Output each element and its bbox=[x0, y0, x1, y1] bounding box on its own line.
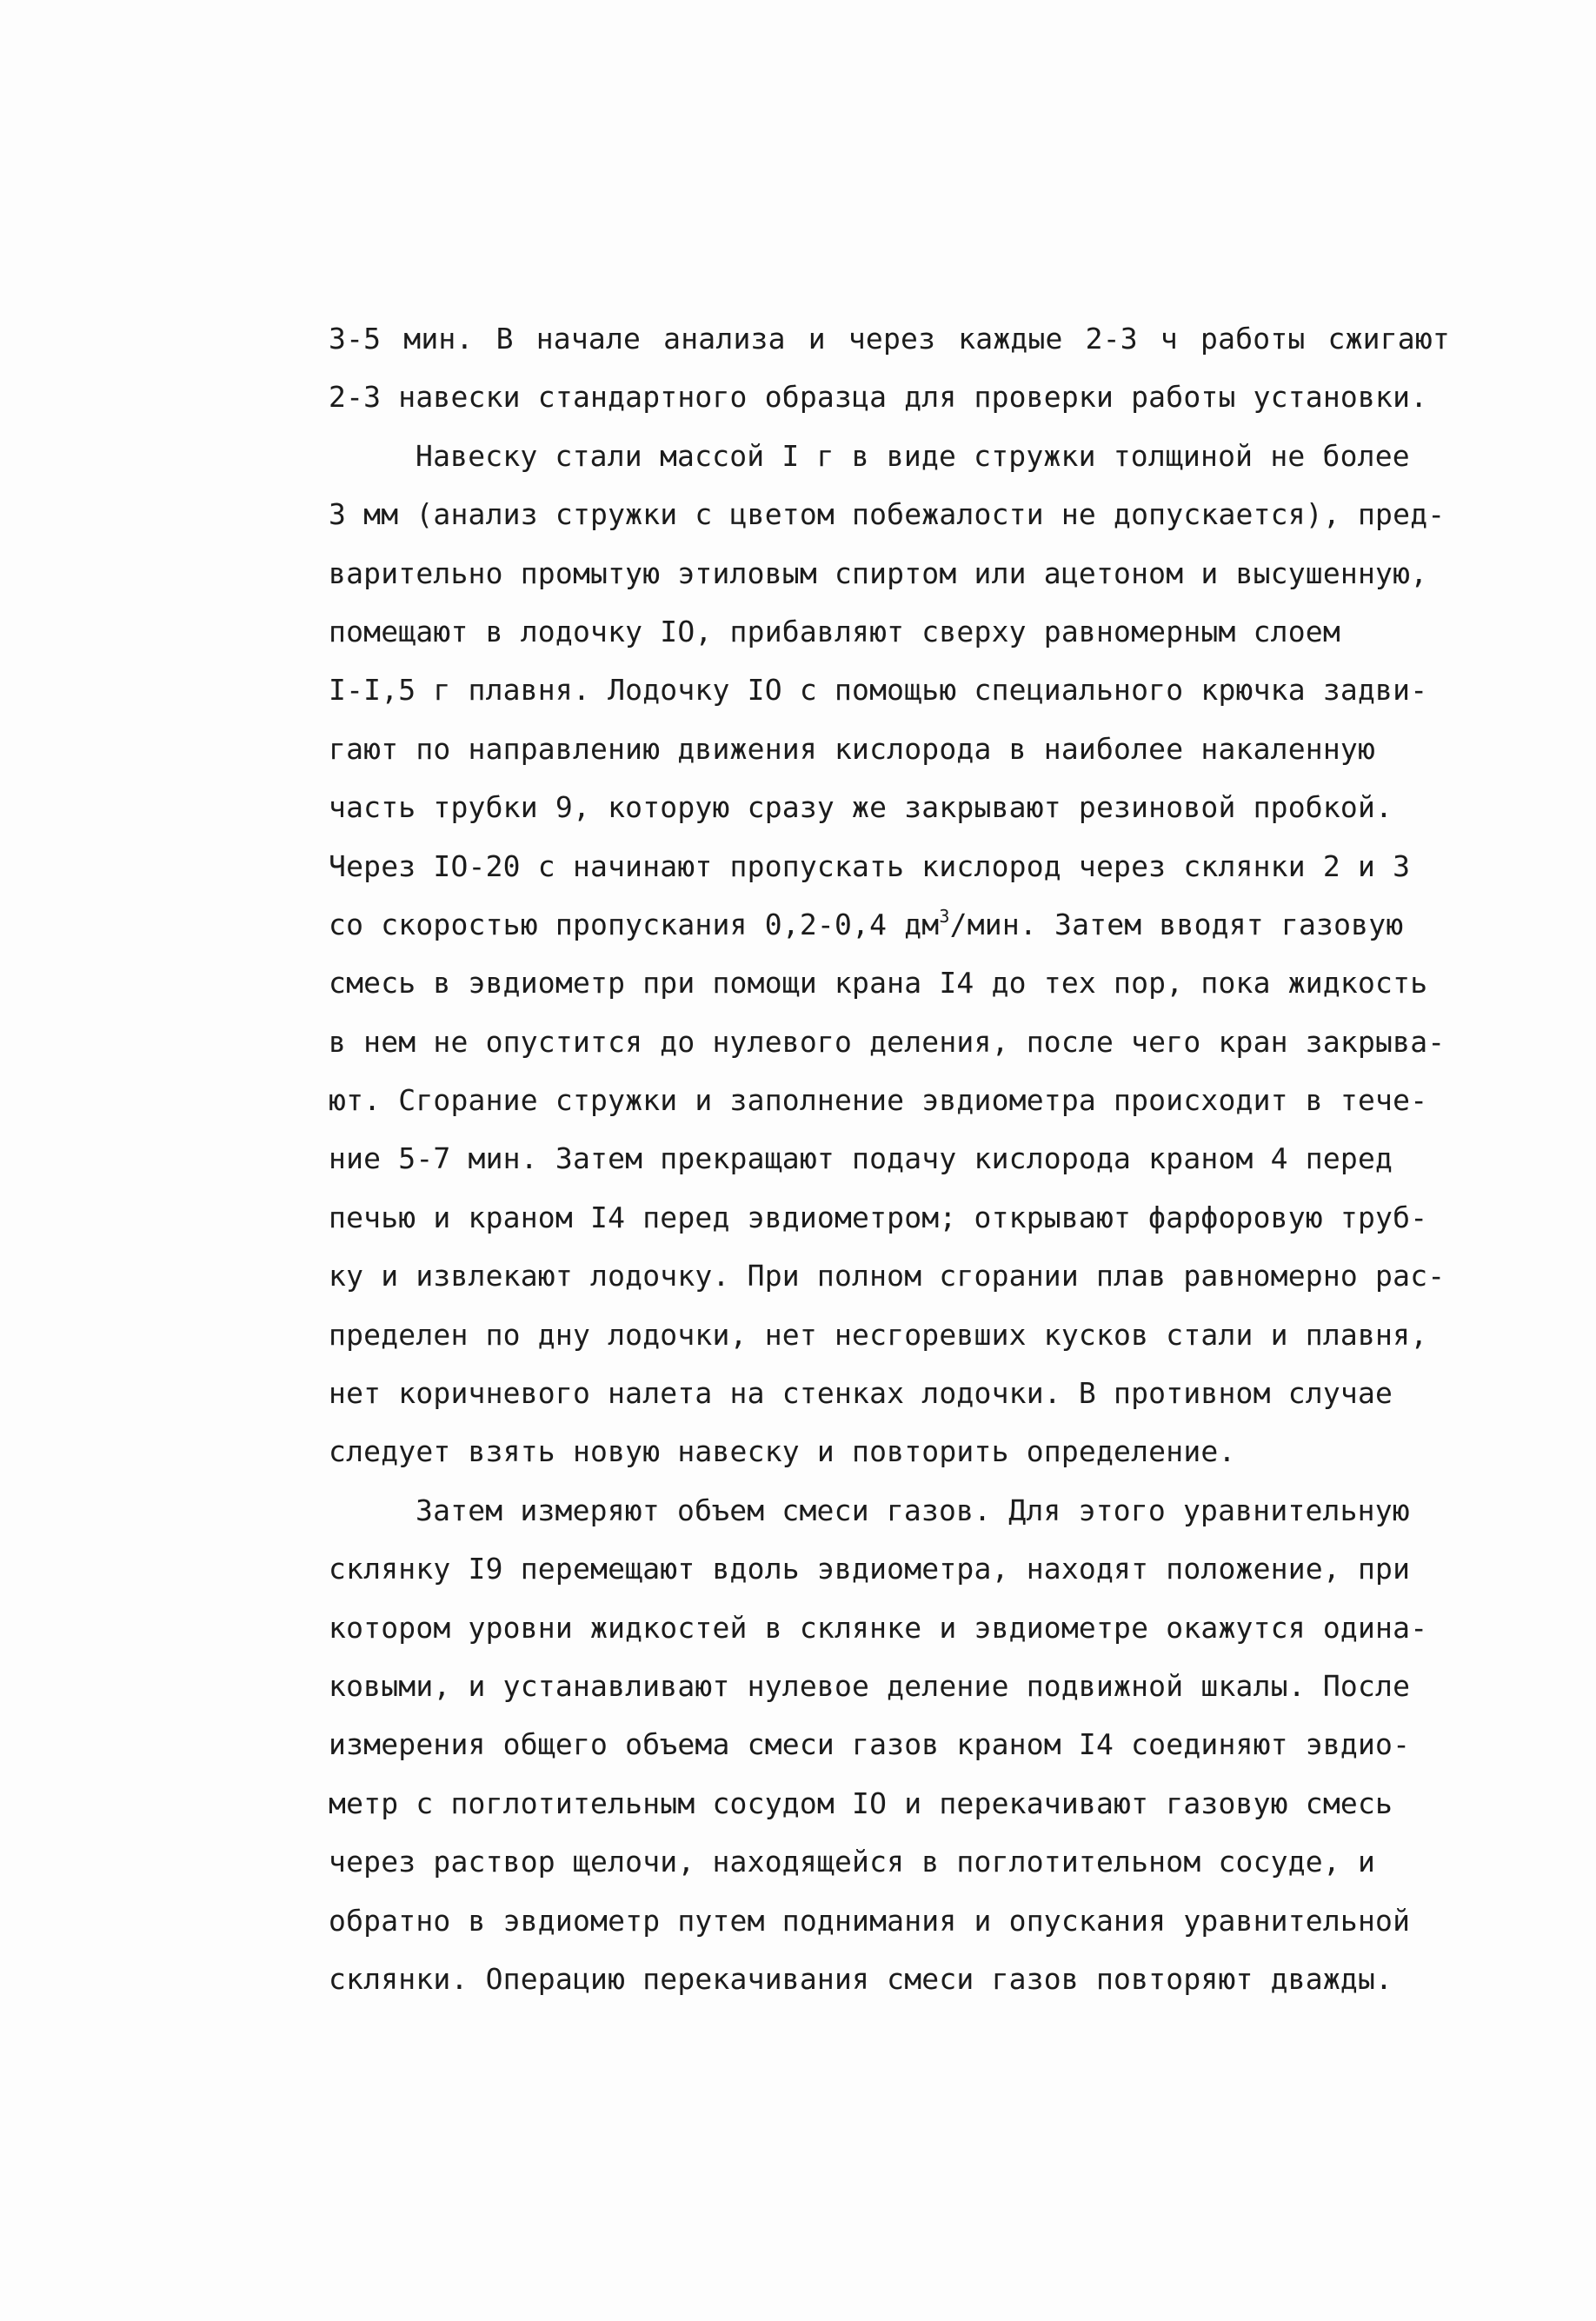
text-line: через раствор щелочи, находящейся в поглотительном сосуде, и bbox=[329, 1845, 1376, 1879]
text-line: склянку I9 перемещают вдоль эвдиометра, находят положение, при bbox=[329, 1552, 1411, 1586]
text-line: ковыми, и устанавливают нулевое деление подвижной шкалы. После bbox=[329, 1668, 1411, 1703]
text-line: пределен по дну лодочки, нет несгоревших кусков стали и плавня, bbox=[329, 1317, 1428, 1352]
text-segment: /мин. Затем вводят газовую bbox=[949, 907, 1404, 941]
text-line: метр с поглотительным сосудом IO и перекачивают газовую смесь bbox=[329, 1786, 1393, 1820]
text-line: ют. Сгорание стружки и заполнение эвдиометра происходит в тече- bbox=[329, 1083, 1428, 1118]
text-line: в нем не опустится до нулевого деления, после чего кран закрыва- bbox=[329, 1024, 1446, 1059]
text-line: нет коричневого налета на стенках лодочки. В противном случае bbox=[329, 1376, 1393, 1411]
text-line: склянки. Операцию перекачивания смеси газов повторяют дважды. bbox=[329, 1961, 1393, 1996]
text-segment: со скоростью пропускания 0,2-0,4 дм bbox=[329, 907, 940, 941]
text-line: помещают в лодочку IO, прибавляют сверху равномерным слоем bbox=[329, 614, 1340, 648]
text-line-with-unit bbox=[329, 895, 1450, 954]
text-line: I-I,5 г плавня. Лодочку IO с помощью специального крючка задви- bbox=[329, 673, 1428, 708]
text-line: измерения общего объема смеси газов краном I4 соединяют эвдио- bbox=[329, 1727, 1411, 1762]
text-line: Через IO-20 с начинают пропускать кислород через склянки 2 и 3 bbox=[329, 848, 1411, 883]
typed-text-body bbox=[329, 309, 1450, 2008]
text-line: 3 мм (анализ стружки с цветом побежалости не допускается), пред- bbox=[329, 497, 1446, 532]
text-line: Затем измеряют объем смеси газов. Для этого уравнительную bbox=[416, 1493, 1410, 1527]
text-line: ку и извлекают лодочку. При полном сгорании плав равномерно рас- bbox=[329, 1259, 1446, 1294]
text-line: ние 5-7 мин. Затем прекращают подачу кислорода краном 4 перед bbox=[329, 1141, 1393, 1176]
text-line: З-5 мин. В начале анализа и через каждые 2-3 ч работы сжигают bbox=[329, 322, 1450, 356]
text-line: обратно в эвдиометр путем поднимания и опускания уравнительной bbox=[329, 1903, 1411, 1938]
text-line: гают по направлению движения кислорода в наиболее накаленную bbox=[329, 731, 1376, 766]
text-line: Навеску стали массой I г в виде стружки толщиной не более bbox=[416, 438, 1410, 473]
text-line: следует взять новую навеску и повторить определение. bbox=[329, 1434, 1236, 1469]
text-line: котором уровни жидкостей в склянке и эвдиометре окажутся одина- bbox=[329, 1610, 1428, 1645]
text-line: часть трубки 9, которую сразу же закрывают резиновой пробкой. bbox=[329, 790, 1393, 825]
text-line: смесь в эвдиометр при помощи крана I4 до тех пор, пока жидкость bbox=[329, 966, 1428, 1001]
unit-superscript: 3 bbox=[939, 905, 950, 927]
text-line: варительно промытую этиловым спиртом или ацетоном и высушенную, bbox=[329, 555, 1428, 590]
text-line: 2-3 навески стандартного образца для проверки работы установки. bbox=[329, 380, 1428, 415]
text-line: печью и краном I4 перед эвдиометром; открывают фарфоровую труб- bbox=[329, 1200, 1428, 1234]
